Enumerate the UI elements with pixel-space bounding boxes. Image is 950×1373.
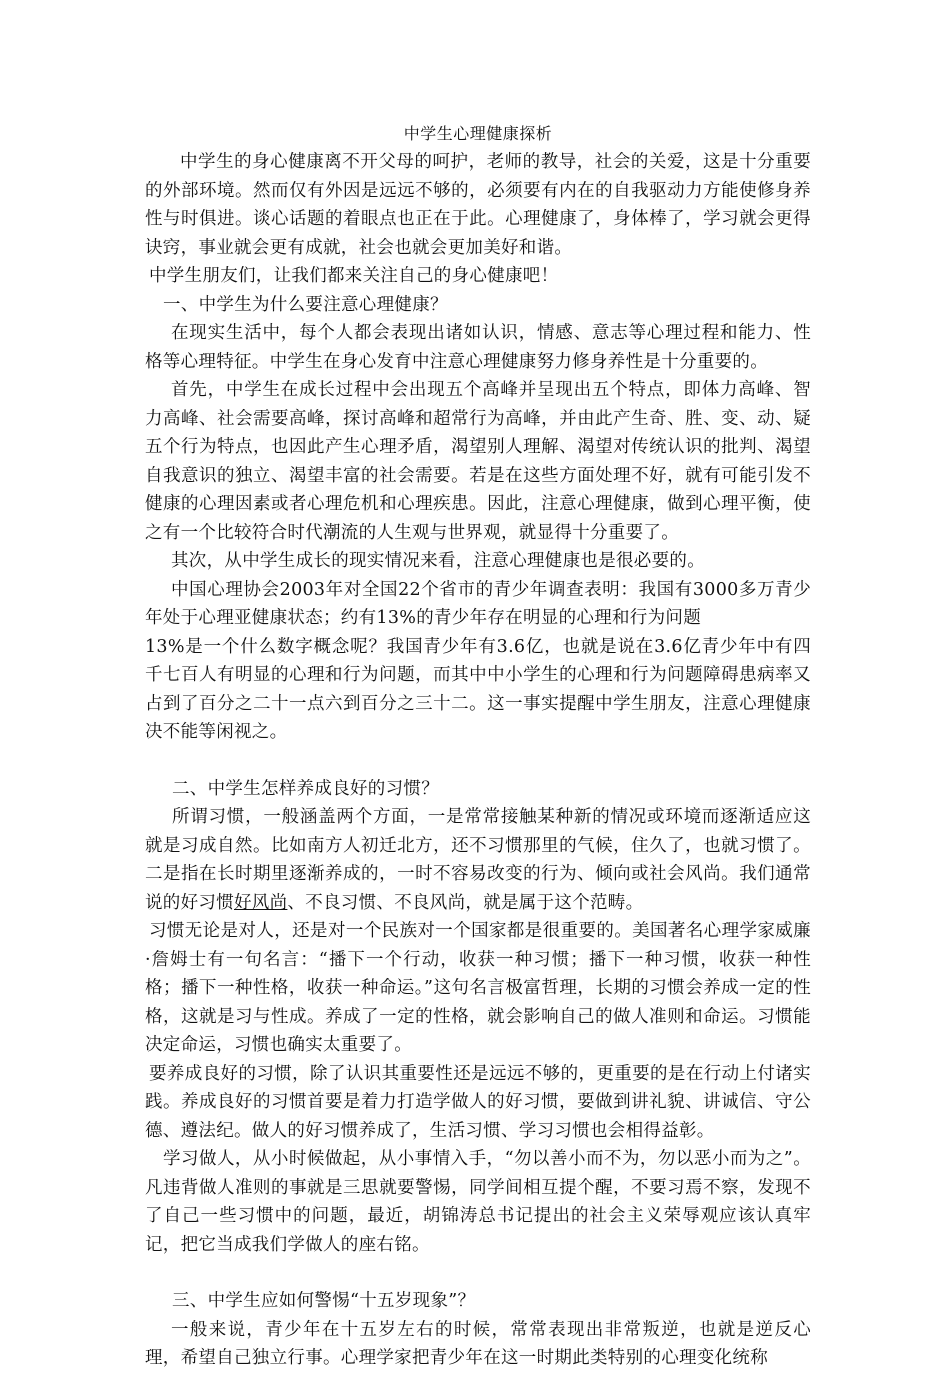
section-2-paragraph-1	[145, 803, 811, 917]
section-3-heading: 三、中学生应如何警惕“十五岁现象”？	[172, 1291, 476, 1311]
section-1-heading: 一、中学生为什么要注意心理健康？	[163, 294, 448, 315]
section-1-paragraph-3: 其次，从中学生成长的现实情况来看，注意心理健康也是很必要的。	[171, 551, 705, 571]
intro-paragraph: 中学生的身心健康离不开父母的呵护，老师的教导，社会的关爱，这是十分重要的外部环境。然而仅有外因是远远不够的，必须要有内在的自我驱动力方能使修身养性与时俱进。谈心话题的着眼点也正在于此。心理健康了，身体棒了，学习就会更得诀窍，事业就会更有成就，社会也就会更加美好和谐。	[145, 152, 811, 258]
section-2-paragraph-2: 习惯无论是对人，还是对一个民族对一个国家都是很重要的。美国著名心理学家威廉·詹姆士有一句名言：“播下一个行动，收获一种习惯；播下一种习惯，收获一种性格；播下一种性格，收获一种命运。”这句名言极富哲理，长期的习惯会养成一定的性格，这就是习与性成。养成了一定的性格，就会影响自己的做人准则和命运。习惯能决定命运，习惯也确实太重要了。	[145, 921, 811, 1055]
section-spacer	[145, 747, 811, 775]
document-body	[145, 120, 811, 1373]
section-2-paragraph-4: 学习做人，从小时候做起，从小事情入手，“勿以善小而不为，勿以恶小而为之”。凡违背做人准则的事就是三思就要警惕，同学间相互提个醒，不要习焉不察，发现不了自己一些习惯中的问题，最近，胡锦涛总书记提出的社会主义荣辱观应该认真牢记，把它当成我们学做人的座右铭。	[145, 1149, 811, 1255]
section-1-paragraph-5: 13%是一个什么数字概念呢？我国青少年有3.6亿，也就是说在3.6亿青少年中有四千七百人有明显的心理和行为问题，而其中中小学生的心理和行为问题障碍患病率又占到了百分之二十一点六到百分之三十二。这一事实提醒中学生朋友，注意心理健康决不能等闲视之。	[145, 636, 811, 742]
section-1-paragraph-4: 中国心理协会2003年对全国22个省市的青少年调查表明：我国有3000多万青少年处于心理亚健康状态；约有13%的青少年存在明显的心理和行为问题	[145, 579, 811, 628]
intro-call-paragraph: 中学生朋友们，让我们都来关注自己的身心健康吧！	[149, 266, 559, 286]
section-1-paragraph-1: 在现实生活中，每个人都会表现出诸如认识，情感、意志等心理过程和能力、性格等心理特征。中学生在身心发育中注意心理健康努力修身养性是十分重要的。	[145, 323, 811, 372]
section-2-paragraph-1-text: 所谓习惯，一般涵盖两个方面，一是常常接触某种新的情况或环境而逐渐适应这就是习成自然。比如南方人初迁北方，还不习惯那里的气候，住久了，也就习惯了。二是指在长时期里逐渐养成的，一时不容易改变的行为、倾向或社会风尚。我们通常说的好习惯	[145, 807, 811, 913]
section-spacer	[145, 1259, 811, 1287]
underlined-term: 好风尚	[234, 892, 288, 913]
section-3-paragraph-1: 一般来说，青少年在十五岁左右的时候，常常表现出非常叛逆，也就是逆反心理，希望自己独立行事。心理学家把青少年在这一时期此类特别的心理变化统称	[145, 1319, 811, 1368]
section-2-heading: 二、中学生怎样养成良好的习惯？	[172, 778, 439, 799]
section-2-paragraph-3: 要养成良好的习惯，除了认识其重要性还是远远不够的，更重要的是在行动上付诸实践。养成良好的习惯首要是着力打造学做人的好习惯，要做到讲礼貌、讲诚信、守公德、遵法纪。做人的好习惯养成了，生活习惯、学习习惯也会相得益彰。	[145, 1063, 811, 1141]
section-2-paragraph-1-tail: 、不良习惯、不良风尚，就是属于这个范畴。	[287, 892, 644, 913]
section-1-paragraph-2: 首先，中学生在成长过程中会出现五个高峰并呈现出五个特点，即体力高峰、智力高峰、社会需要高峰，探讨高峰和超常行为高峰，并由此产生奇、胜、变、动、疑五个行为特点，也因此产生心理矛盾，渴望别人理解、渴望对传统认识的批判、渴望自我意识的独立、渴望丰富的社会需要。若是在这些方面处理不好，就有可能引发不健康的心理因素或者心理危机和心理疾患。因此，注意心理健康，做到心理平衡，使之有一个比较符合时代潮流的人生观与世界观，就显得十分重要了。	[145, 380, 811, 543]
document-title: 中学生心理健康探析	[403, 124, 553, 143]
